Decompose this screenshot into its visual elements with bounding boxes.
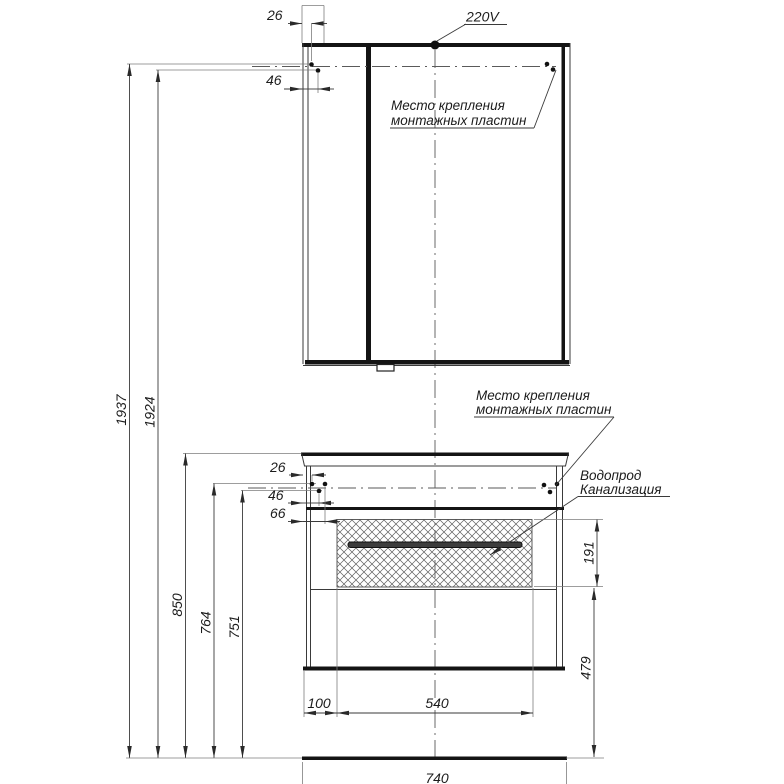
dim-540-text: 540 [425,695,449,711]
dim-764 [198,484,215,759]
dim-850-text: 850 [169,593,185,617]
countertop-top [301,453,569,457]
mirror-cabinet [302,43,570,371]
dim-46-bottom: 46 [268,487,284,503]
water-label: Водопрод [580,468,642,483]
mounting-label-line2: монтажных пластин [476,402,612,417]
upper-mounting-label [390,70,556,128]
mounting-label-line1: Место крепления [391,98,505,113]
dim-740-text: 740 [425,770,449,784]
mounting-label-line1: Место крепления [476,388,590,403]
dim-lower-26 [269,459,326,481]
dim-lower-46 [268,487,334,506]
dim-751 [226,491,243,759]
floor-line [126,757,604,761]
dim-100-540 [304,588,533,717]
dim-191 [534,520,603,587]
dim-479 [578,588,595,757]
plumbing-service-zone [337,520,532,588]
dim-1924-text: 1924 [141,396,158,428]
dim-1937-text: 1937 [113,394,129,426]
dim-850 [169,454,186,759]
mounting-label-line2: монтажных пластин [391,113,527,128]
dim-1937 [113,64,130,758]
drawer-handle [348,542,522,548]
dim-66-bottom: 66 [270,505,286,521]
power-label: 220V [466,8,499,25]
dim-46-top: 46 [266,72,282,88]
dim-191-text: 191 [580,541,597,565]
cabinet-bottom-edge [305,360,569,365]
mirror-door-divider [366,47,371,360]
sewer-label: Канализация [580,482,662,497]
dim-26-top: 26 [267,7,283,23]
dim-upper-46 [266,72,334,93]
dim-1924 [142,70,159,758]
dim-479-text: 479 [577,656,594,680]
apron-divider [306,507,564,510]
dim-751-text: 751 [226,615,242,639]
lower-mounting [183,454,559,495]
dim-upper-26 [266,6,327,62]
mirror-door-right-edge [562,47,566,360]
power-point-dot [431,41,440,50]
vanity-bottom-edge [303,667,565,671]
dim-740 [303,762,567,784]
dim-764-text: 764 [197,611,214,635]
upper-mounting [127,62,556,73]
dim-100-text: 100 [307,695,331,711]
dim-26-bottom: 26 [270,459,286,475]
door-handle [377,365,394,372]
